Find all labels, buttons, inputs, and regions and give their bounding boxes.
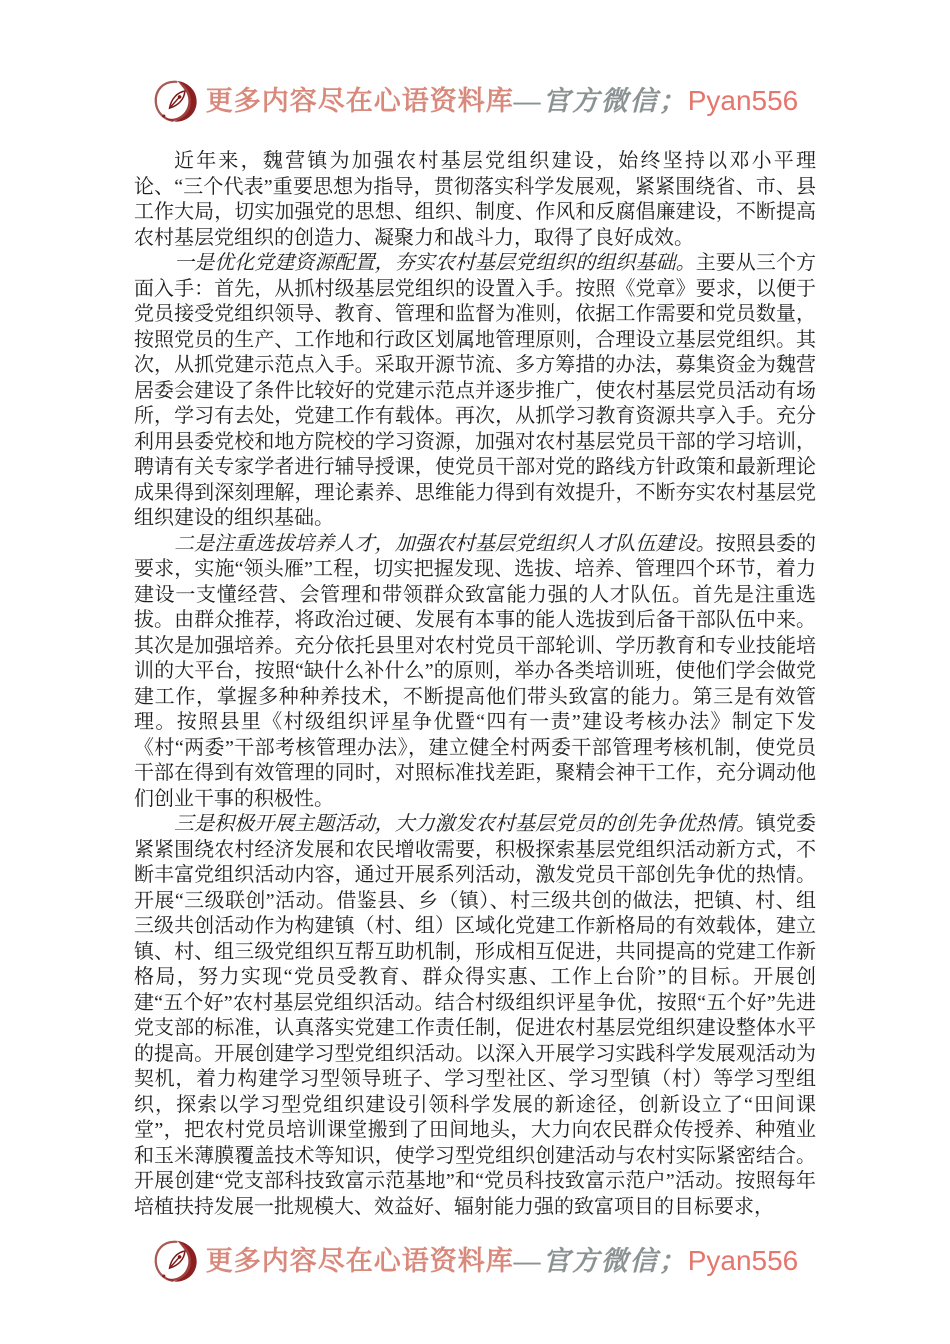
banner-text: [206, 78, 799, 124]
paragraph-point-2-text: 按照县委的要求，实施“领头雁”工程，切实把握发现、选拔、培养、管理四个环节，着力建设一支懂经营、会管理和带领群众致富能力强的人才队伍。首先是注重选拔。由群众推荐，将政治过硬、发展有本事的能人选拔到后备干部队伍中来。其次是加强培养。充分依托县里对农村党员干部轮训、学历教育和专业技能培训的大平台，按照“缺什么补什么”的原则，举办各类培训班，使他们学会做党建工作，掌握多种种养技术，不断提高他们带头致富的能力。第三是有效管理。按照县里《村级组织评星争优暨“四有一责”建设考核办法》制定下发《村“两委”干部考核管理办法》，建立健全村两委干部管理考核机制，使党员干部在得到有效管理的同时，对照标准找差距，聚精会神干工作，充分调动他们创业干事的积极性。: [134, 532, 817, 810]
paragraph-point-1: [134, 251, 816, 532]
banner-text: [206, 1238, 799, 1284]
footer-banner: [0, 1238, 950, 1284]
banner-site-text: 更多内容尽在心语资料库: [205, 1246, 514, 1276]
banner-site-text: 更多内容尽在心语资料库: [205, 86, 514, 116]
paragraph-intro-text: 近年来，魏营镇为加强农村基层党组织建设，始终坚持以邓小平理论、“三个代表”重要思想为指导，贯彻落实科学发展观，紧紧围绕省、市、县工作大局，切实加强党的思想、组织、制度、作风和反腐倡廉建设，不断提高农村基层党组织的创造力、凝聚力和战斗力，取得了良好成效。: [134, 150, 816, 249]
pen-logo-icon: [152, 1239, 199, 1284]
paragraph-point-3-lead: 三是积极开展主题活动，大力激发农村基层党员的创先争优热情。: [174, 813, 756, 835]
banner-wechat-label: —官方微信；: [513, 1246, 688, 1276]
document-body: [134, 149, 816, 1220]
pen-logo-icon: [152, 79, 199, 124]
banner-wechat-id: Pyan556: [687, 1245, 799, 1276]
paragraph-point-1-lead: 一是优化党建资源配置，夯实农村基层党组织的组织基础。: [174, 252, 696, 274]
paragraph-intro: [134, 149, 816, 251]
paragraph-point-2-lead: 二是注重选拔培养人才，加强农村基层党组织人才队伍建设。: [174, 532, 716, 555]
paragraph-point-3: [134, 812, 816, 1220]
paragraph-point-2: [134, 532, 816, 813]
header-banner: [0, 0, 950, 124]
paragraph-point-1-text: 主要从三个方面入手：首先，从抓村级基层党组织的设置入手。按照《党章》要求，以便于党员接受党组织领导、教育、管理和监督为准则，依据工作需要和党员数量，按照党员的生产、工作地和行政区划属地管理原则，合理设立基层党组织。其次，从抓党建示范点入手。采取开源节流、多方筹措的办法，募集资金为魏营居委会建设了条件比较好的党建示范点并逐步推广，使农村基层党员活动有场所，学习有去处，党建工作有载体。再次，从抓学习教育资源共享入手。充分利用县委党校和地方院校的学习资源，加强对农村基层党员干部的学习培训，聘请有关专家学者进行辅导授课，使党员干部对党的路线方针政策和最新理论成果得到深刻理解，理论素养、思维能力得到有效提升，不断夯实农村基层党组织建设的组织基础。: [134, 252, 817, 529]
banner-wechat-label: —官方微信；: [513, 86, 688, 116]
banner-wechat-id: Pyan556: [687, 85, 799, 116]
paragraph-point-3-text: 镇党委紧紧围绕农村经济发展和农民增收需要，积极探索基层党组织活动新方式，不断丰富党组织活动内容，通过开展系列活动，激发党员干部创先争优的热情。开展“三级联创”活动。借鉴县、乡（镇）、村三级共创的做法，把镇、村、组三级共创活动作为构建镇（村、组）区域化党建工作新格局的有效载体，建立镇、村、组三级党组织互帮互助机制，形成相互促进，共同提高的党建工作新格局，努力实现“党员受教育、群众得实惠、工作上台阶”的目标。开展创建“五个好”农村基层党组织活动。结合村级组织评星争优，按照“五个好”先进党支部的标准，认真落实党建工作责任制，促进农村基层党组织建设整体水平的提高。开展创建学习型党组织活动。以深入开展学习实践科学发展观活动为契机，着力构建学习型领导班子、学习型社区、学习型镇（村）等学习型组织，探索以学习型党组织建设引领科学发展的新途径，创新设立了“田间课堂”，把农村党员培训课堂搬到了田间地头，大力向农民群众传授养、种殖业和玉米薄膜覆盖技术等知识，使学习型党组织创建活动与农村实际紧密结合。开展创建“党支部科技致富示范基地”和“党员科技致富示范户”活动。按照每年培植扶持发展一批规模大、效益好、辐射能力强的致富项目的目标要求，: [134, 813, 817, 1218]
